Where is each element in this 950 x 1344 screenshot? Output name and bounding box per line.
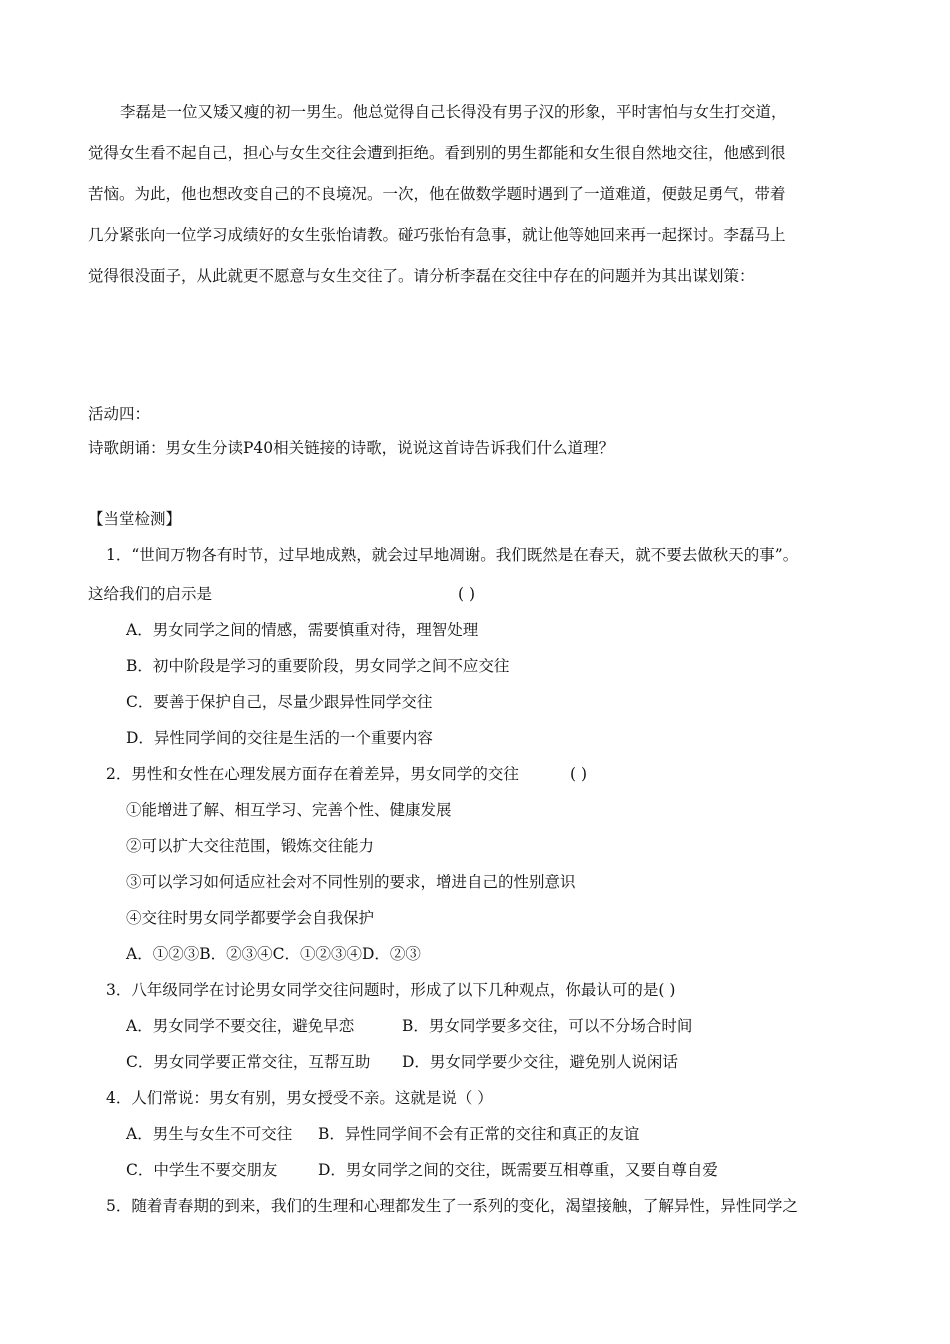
q1-stem-line-2 (88, 584, 212, 604)
q2-options: A．①②③B．②③④C．①②③④D．②③ (126, 945, 421, 963)
q2-item-1: ①能增进了解、相互学习、完善个性、健康发展 (126, 801, 452, 819)
q1-option-a: A．男女同学之间的情感，需要慎重对待，理智处理 (126, 621, 479, 639)
q3-stem: 3．八年级同学在讨论男女同学交往问题时，形成了以下几种观点，你最认可的是( ) (106, 981, 676, 999)
q5-stem: 5．随着青春期的到来，我们的生理和心理都发生了一系列的变化，渴望接触，了解异性，异性同学之 (106, 1197, 798, 1215)
q4-option-b: B．异性同学间不会有正常的交往和真正的友谊 (318, 1125, 640, 1143)
q2-answer-paren: ( ) (570, 765, 588, 783)
paragraph-line-4: 几分紧张向一位学习成绩好的女生张怡请教。碰巧张怡有急事，就让他等她回来再一起探讨。李磊马上 (88, 226, 786, 244)
paragraph-line-1: 李磊是一位又矮又瘦的初一男生。他总觉得自己长得没有男子汉的形象，平时害怕与女生打交道， (120, 103, 787, 121)
q1-stem-text: 这给我们的启示是 (88, 585, 213, 603)
q3-option-d: D．男女同学要少交往，避免别人说闲话 (402, 1053, 678, 1071)
q4-option-d: D．男女同学之间的交往，既需要互相尊重，又要自尊自爱 (318, 1161, 718, 1179)
q1-stem-line-1: 1．“世间万物各有时节，过早地成熟，就会过早地凋谢。我们既然是在春天，就不要去做秋天的事”。 (106, 546, 799, 564)
q3-option-a: A．男女同学不要交往，避免早恋 (126, 1017, 355, 1035)
q4-option-c: C．中学生不要交朋友 (126, 1161, 278, 1179)
q2-item-4: ④交往时男女同学都要学会自我保护 (126, 909, 375, 927)
q3-option-c: C．男女同学要正常交往，互帮互助 (126, 1053, 371, 1071)
q1-option-c: C．要善于保护自己，尽量少跟异性同学交往 (126, 693, 433, 711)
paragraph-line-5: 觉得很没面子，从此就更不愿意与女生交往了。请分析李磊在交往中存在的问题并为其出谋划策： (88, 267, 755, 285)
q4-option-a: A．男生与女生不可交往 (126, 1125, 293, 1143)
paragraph-line-3: 苦恼。为此，他也想改变自己的不良境况。一次，他在做数学题时遇到了一道难道，便鼓足勇气，带着 (88, 185, 786, 203)
activity4-text: 诗歌朗诵：男女生分读P40相关链接的诗歌，说说这首诗告诉我们什么道理？ (88, 439, 615, 457)
section-title: 【当堂检测】 (88, 510, 182, 528)
q1-option-d: D．异性同学间的交往是生活的一个重要内容 (126, 729, 433, 747)
q2-item-3: ③可以学习如何适应社会对不同性别的要求，增进自己的性别意识 (126, 873, 576, 891)
q4-stem: 4．人们常说：男女有别，男女授受不亲。这就是说（ ） (106, 1089, 493, 1107)
paragraph-line-2: 觉得女生看不起自己，担心与女生交往会遭到拒绝。看到别的男生都能和女生很自然地交往，他感到很 (88, 144, 786, 162)
activity4-title: 活动四： (88, 405, 151, 423)
q1-option-b: B．初中阶段是学习的重要阶段，男女同学之间不应交往 (126, 657, 510, 675)
q2-item-2: ②可以扩大交往范围，锻炼交往能力 (126, 837, 375, 855)
q1-answer-paren: ( ) (458, 585, 476, 603)
q3-option-b: B．男女同学要多交往，可以不分场合时间 (402, 1017, 693, 1035)
q2-stem: 2．男性和女性在心理发展方面存在着差异，男女同学的交往 (106, 765, 519, 783)
